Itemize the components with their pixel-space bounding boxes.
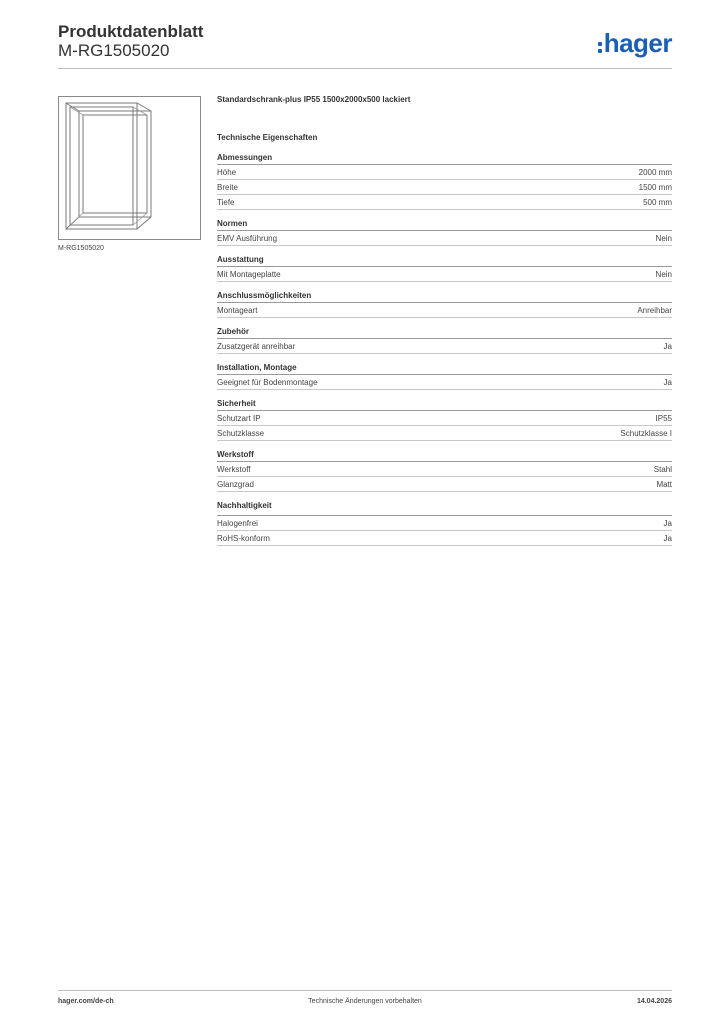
spec-value: 500 mm [643, 198, 672, 207]
spec-section-title: Normen [217, 219, 672, 231]
spec-section-title: Ausstattung [217, 255, 672, 267]
article-number: M-RG1505020 [58, 41, 170, 60]
spec-row [217, 180, 672, 195]
product-details [217, 95, 672, 555]
header-divider [58, 68, 672, 69]
spec-row [217, 231, 672, 246]
footer-date: 14.04.2026 [636, 998, 672, 1005]
product-image-caption: M-RG1505020 [58, 245, 104, 252]
spec-row [217, 303, 672, 318]
spec-row [217, 531, 672, 546]
spec-section-title: Werkstoff [217, 450, 672, 462]
spec-value: Ja [663, 378, 672, 387]
spec-value: Ja [663, 342, 672, 351]
spec-row [217, 375, 672, 390]
product-image [58, 96, 201, 240]
footer-disclaimer: Technische Änderungen vorbehalten [308, 998, 422, 1005]
footer-divider [58, 990, 672, 991]
spec-value: Ja [663, 519, 672, 528]
spec-value: 1500 mm [638, 183, 672, 192]
spec-section-werkstoff [217, 450, 672, 492]
spec-value: Ja [663, 534, 672, 543]
spec-section-title: Installation, Montage [217, 363, 672, 375]
spec-label: Mit Montageplatte [217, 270, 281, 279]
spec-value: Nein [655, 270, 672, 279]
spec-label: Glanzgrad [217, 480, 254, 489]
logo-text: hager [603, 28, 672, 58]
spec-row [217, 477, 672, 492]
spec-section-zubehoer [217, 327, 672, 354]
spec-value: Matt [656, 480, 672, 489]
spec-section-abmessungen [217, 153, 672, 210]
spec-section-nachhaltigkeit [217, 501, 672, 546]
specs-title: Technische Eigenschaften [217, 133, 318, 142]
page-header [58, 20, 672, 70]
spec-row [217, 339, 672, 354]
spec-label: Schutzklasse [217, 429, 265, 438]
spec-row [217, 516, 672, 531]
spec-row [217, 267, 672, 282]
spec-value: 2000 mm [638, 168, 672, 177]
spec-value: Stahl [653, 465, 672, 474]
spec-label: Geeignet für Bodenmontage [217, 378, 318, 387]
logo-dots-icon [598, 39, 602, 56]
spec-row [217, 426, 672, 441]
spec-label: RoHS-konform [217, 534, 270, 543]
spec-section-ausstattung [217, 255, 672, 282]
spec-label: Halogenfrei [217, 519, 258, 528]
product-name: Standardschrank-plus IP55 1500x2000x500 lackiert [217, 95, 411, 104]
spec-label: EMV Ausführung [217, 234, 278, 243]
spec-label: Schutzart IP [217, 414, 261, 423]
spec-value: Anreihbar [637, 306, 672, 315]
spec-row [217, 165, 672, 180]
footer-website-link[interactable]: hager.com/de-ch [58, 998, 114, 1005]
spec-section-sicherheit [217, 399, 672, 441]
spec-section-title: Nachhaltigkeit [217, 501, 672, 516]
spec-section-title: Abmessungen [217, 153, 672, 165]
spec-section-title: Anschlussmöglichkeiten [217, 291, 672, 303]
spec-row [217, 195, 672, 210]
spec-row [217, 462, 672, 477]
spec-value: Schutzklasse I [620, 429, 672, 438]
spec-value: IP55 [655, 414, 672, 423]
spec-label: Tiefe [217, 198, 235, 207]
spec-value: Nein [655, 234, 672, 243]
spec-section-anschluss [217, 291, 672, 318]
spec-label: Montageart [217, 306, 258, 315]
spec-label: Höhe [217, 168, 237, 177]
cabinet-frame-icon [59, 97, 200, 239]
spec-label: Zusatzgerät anreihbar [217, 342, 296, 351]
spec-row [217, 411, 672, 426]
document-title: Produktdatenblatt [58, 22, 204, 41]
spec-section-title: Zubehör [217, 327, 672, 339]
spec-label: Werkstoff [217, 465, 251, 474]
spec-section-installation [217, 363, 672, 390]
spec-section-title: Sicherheit [217, 399, 672, 411]
spec-label: Breite [217, 183, 238, 192]
hager-logo [598, 28, 672, 58]
spec-section-normen [217, 219, 672, 246]
